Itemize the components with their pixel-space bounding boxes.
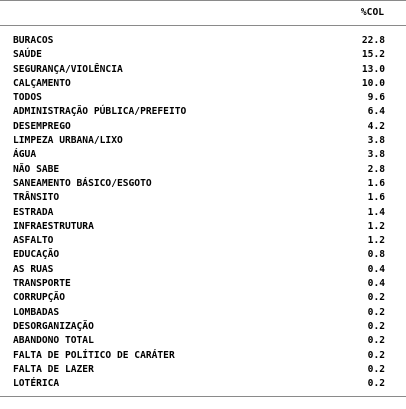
row-label: BURACOS (13, 35, 54, 46)
table-row (13, 48, 385, 62)
table-row (13, 277, 385, 291)
row-label: CALÇAMENTO (13, 77, 71, 89)
column-header-percent: %COL (360, 7, 384, 18)
row-value: 1.2 (367, 235, 385, 247)
table-row (13, 63, 385, 77)
table-row (13, 177, 385, 191)
row-label: LOTÉRICA (13, 378, 60, 390)
row-value: 4.2 (367, 120, 385, 132)
row-label: SAÚDE (13, 49, 42, 61)
row-label: TODOS (13, 92, 42, 104)
row-label: ESTRADA (13, 206, 54, 218)
table-row (13, 291, 385, 305)
row-label: AS RUAS (13, 263, 54, 275)
table-row (13, 91, 385, 105)
row-label: ABANDONO TOTAL (13, 335, 94, 347)
row-label: LIMPEZA URBANA/LIXO (13, 135, 123, 147)
table-row (13, 248, 385, 262)
table-row (13, 349, 385, 363)
row-value: 9.6 (367, 92, 385, 104)
row-value: 0.2 (367, 320, 385, 332)
row-label: EDUCAÇÃO (13, 249, 60, 261)
row-value: 22.8 (361, 35, 385, 46)
table-row (13, 220, 385, 234)
table-row (13, 134, 385, 148)
table-row (13, 320, 385, 334)
row-label: NÃO SABE (13, 163, 60, 175)
row-value: 15.2 (361, 49, 385, 61)
row-value: 0.4 (367, 278, 385, 290)
table-row (13, 191, 385, 205)
table-row (13, 206, 385, 220)
row-label: INFRAESTRUTURA (13, 220, 94, 232)
row-value: 1.4 (367, 206, 385, 218)
table-row (13, 148, 385, 162)
row-label: FALTA DE POLÍTICO DE CARÁTER (13, 349, 175, 361)
row-label: FALTA DE LAZER (13, 363, 94, 375)
row-value: 1.2 (367, 220, 385, 232)
header-rule (0, 25, 406, 26)
row-value: 0.2 (367, 335, 385, 347)
table-row (13, 163, 385, 177)
row-value: 2.8 (367, 163, 385, 175)
row-value: 1.6 (367, 192, 385, 204)
row-label: DESORGANIZAÇÃO (13, 320, 94, 332)
table-row (13, 377, 385, 391)
table-row (13, 306, 385, 320)
row-value: 10.0 (361, 77, 385, 89)
row-label: DESEMPREGO (13, 120, 71, 132)
row-label: SANEAMENTO BÁSICO/ESGOTO (13, 177, 152, 189)
row-label: LOMBADAS (13, 306, 60, 318)
row-value: 3.8 (367, 135, 385, 147)
row-value: 0.2 (367, 349, 385, 361)
table-row (13, 34, 385, 48)
row-label: ÁGUA (13, 149, 37, 161)
row-value: 0.2 (367, 363, 385, 375)
table-row (13, 263, 385, 277)
frequency-table (13, 34, 385, 391)
row-value: 0.2 (367, 292, 385, 304)
row-value: 0.4 (367, 263, 385, 275)
table-row (13, 363, 385, 377)
row-value: 1.6 (367, 177, 385, 189)
row-value: 6.4 (367, 106, 385, 118)
table-row (13, 105, 385, 119)
row-value: 0.8 (367, 249, 385, 261)
row-label: TRANSPORTE (13, 278, 71, 290)
bottom-rule (0, 396, 406, 397)
row-label: SEGURANÇA/VIOLÊNCIA (13, 63, 123, 75)
top-rule (0, 0, 406, 1)
row-value: 13.0 (361, 63, 385, 75)
row-label: ADMINISTRAÇÃO PÚBLICA/PREFEITO (13, 106, 187, 118)
row-value: 0.2 (367, 306, 385, 318)
table-row (13, 77, 385, 91)
row-label: TRÂNSITO (13, 192, 60, 204)
table-row (13, 234, 385, 248)
row-label: ASFALTO (13, 235, 54, 247)
table-row (13, 334, 385, 348)
row-value: 3.8 (367, 149, 385, 161)
row-value: 0.2 (367, 378, 385, 390)
table-row (13, 120, 385, 134)
row-label: CORRUPÇÃO (13, 292, 65, 304)
